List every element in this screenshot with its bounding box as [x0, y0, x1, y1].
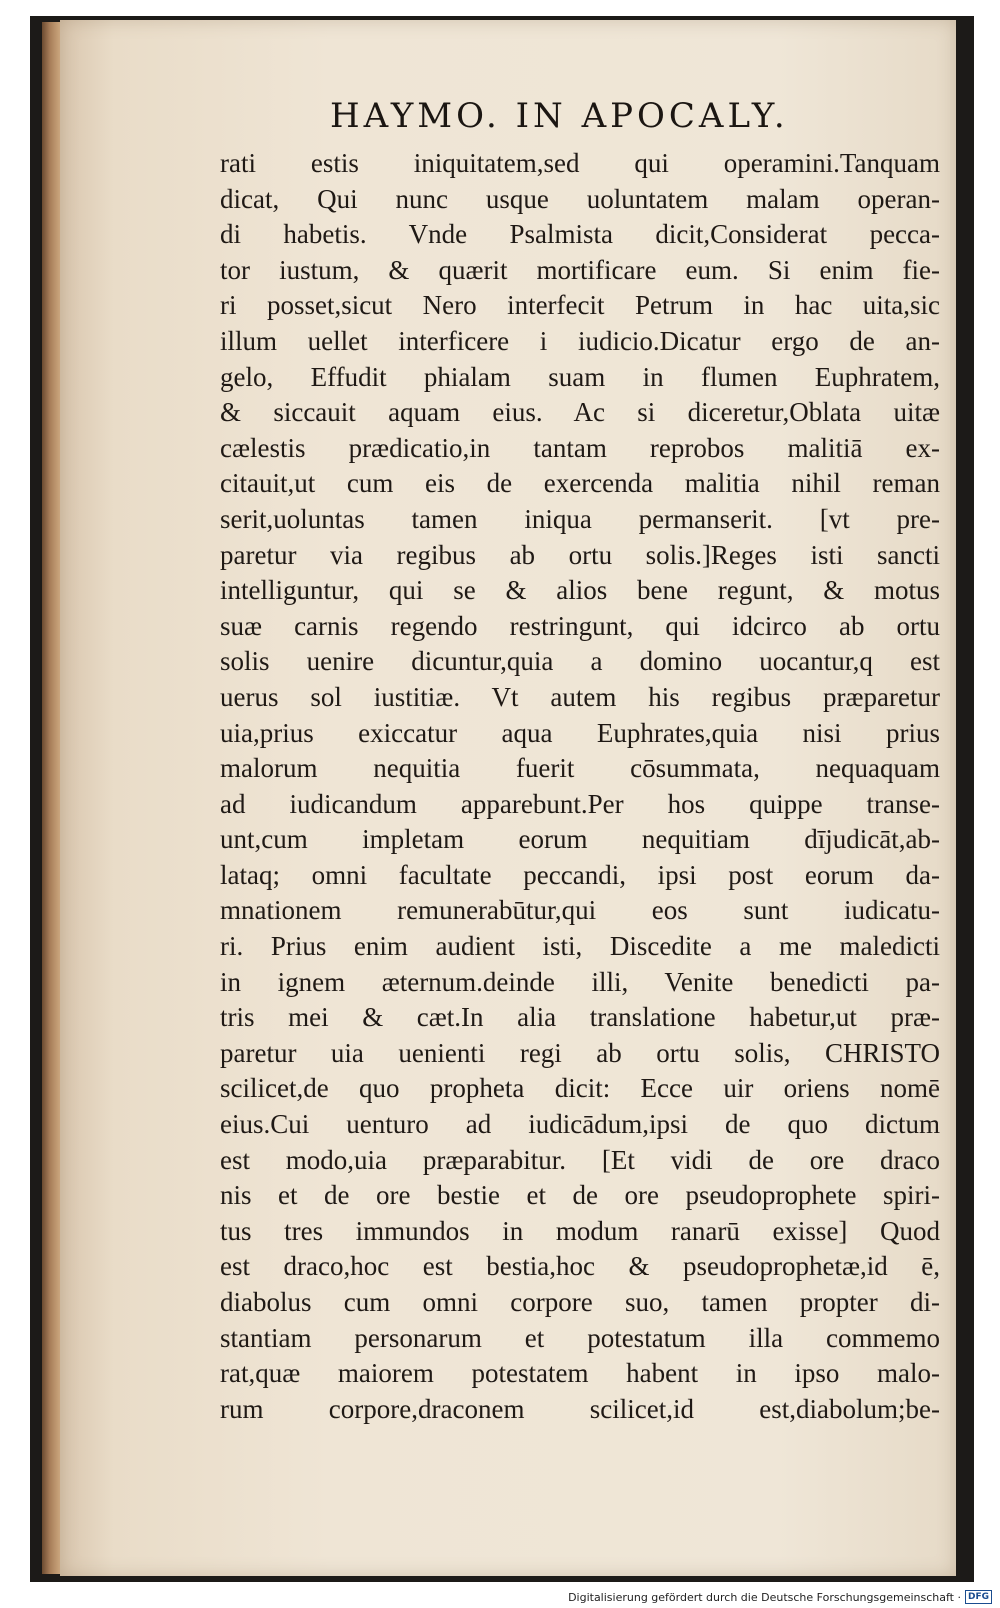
- dfg-logo: DFG: [965, 1590, 992, 1604]
- text-line: serit,uoluntas tamen iniqua permanserit. [vt pre-: [220, 503, 940, 534]
- text-line: ad iudicandum apparebunt.Per hos quippe transe-: [220, 788, 940, 819]
- text-line: citauit,ut cum eis de exercenda malitia nihil reman: [220, 468, 940, 499]
- text-line: eius.Cui uenturo ad iudicādum,ipsi de quo dictum: [220, 1109, 940, 1140]
- text-line: unt,cum impletam eorum nequitiam dījudicāt,ab-: [220, 824, 940, 855]
- text-line: solis uenire dicuntur,quia a domino uocantur,q est: [220, 646, 940, 677]
- text-line: stantiam personarum et potestatum illa commemo: [220, 1322, 940, 1353]
- text-line: intelliguntur, qui se & alios bene regunt, & motus: [220, 575, 940, 606]
- text-line: in ignem æternum.deinde illi, Venite benedicti pa-: [220, 966, 940, 997]
- text-line: rat,quæ maiorem potestatem habent in ipso malo-: [220, 1358, 940, 1389]
- running-head: HAYMO. IN APOCALY.: [330, 96, 789, 136]
- credit-text: Digitalisierung gefördert durch die Deutsche Forschungsgemeinschaft ·: [568, 1590, 961, 1604]
- text-line: nis et de ore bestie et de ore pseudoprophete spiri-: [220, 1180, 940, 1211]
- text-line: est modo,uia præparabitur. [Et vidi de ore draco: [220, 1144, 940, 1175]
- digitization-credit: [568, 1590, 992, 1604]
- text-line: tris mei & cæt.In alia translatione habetur,ut præ-: [220, 1002, 940, 1033]
- text-line: uerus sol iustitiæ. Vt autem his regibus præparetur: [220, 681, 940, 712]
- text-line: rum corpore,draconem scilicet,id est,diabolum;be-: [220, 1393, 940, 1424]
- text-line: & siccauit aquam eius. Ac si diceretur,Oblata uitæ: [220, 397, 940, 428]
- text-line: gelo, Effudit phialam suam in flumen Euphratem,: [220, 361, 940, 392]
- text-line: uia,prius exiccatur aqua Euphrates,quia nisi prius: [220, 717, 940, 748]
- text-line: rati estis iniquitatem,sed qui operamini.Tanquam: [220, 148, 940, 178]
- text-line: illum uellet interficere i iudicio.Dicatur ergo de an-: [220, 325, 940, 356]
- text-line: scilicet,de quo propheta dicit: Ecce uir oriens nomē: [220, 1073, 940, 1104]
- text-line: tor iustum, & quærit mortificare eum. Si enim fie-: [220, 254, 940, 285]
- text-line: mnationem remunerabūtur,qui eos sunt iudicatu-: [220, 895, 940, 926]
- text-line: diabolus cum omni corpore suo, tamen propter di-: [220, 1287, 940, 1317]
- text-line: paretur uia uenienti regi ab ortu solis, CHRISTO: [220, 1037, 940, 1068]
- text-line: paretur via regibus ab ortu solis.]Reges isti sancti: [220, 539, 940, 570]
- text-line: tus tres immundos in modum ranarū exisse] Quod: [220, 1215, 940, 1246]
- text-line: ri. Prius enim audient isti, Discedite a me maledicti: [220, 931, 940, 962]
- text-line: ri posset,sicut Nero interfecit Petrum in hac uita,sic: [220, 290, 940, 321]
- text-line: dicat, Qui nunc usque uoluntatem malam operan-: [220, 183, 940, 214]
- text-line: lataq; omni facultate peccandi, ipsi post eorum da-: [220, 859, 940, 890]
- text-line: est draco,hoc est bestia,hoc & pseudoprophetæ,id ē,: [220, 1251, 940, 1282]
- text-line: suæ carnis regendo restringunt, qui idcirco ab ortu: [220, 610, 940, 641]
- text-block: [220, 146, 940, 1427]
- text-line: di habetis. Vnde Psalmista dicit,Considerat pecca-: [220, 219, 940, 250]
- text-line: malorum nequitia fuerit cōsummata, nequaquam: [220, 753, 940, 784]
- text-line: cælestis prædicatio,in tantam reprobos malitiā ex-: [220, 432, 940, 463]
